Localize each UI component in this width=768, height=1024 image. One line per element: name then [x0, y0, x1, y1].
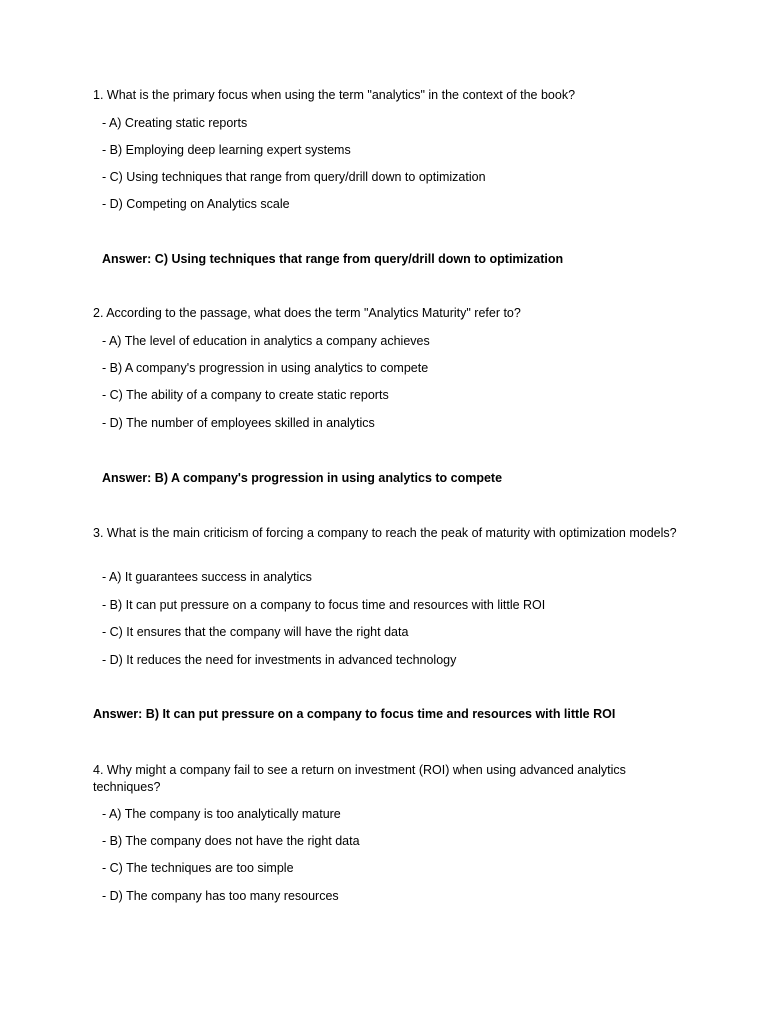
question-2-option-a: - A) The level of education in analytics a company achieves — [102, 334, 430, 348]
question-2-text: 2. According to the passage, what does the term "Analytics Maturity" refer to? — [93, 306, 521, 320]
question-3-option-d: - D) It reduces the need for investments in advanced technology — [102, 653, 457, 667]
question-1-option-d: - D) Competing on Analytics scale — [102, 197, 290, 211]
question-2-answer: Answer: B) A company's progression in using analytics to compete — [102, 471, 503, 485]
question-3-answer: Answer: B) It can put pressure on a company to focus time and resources with little ROI — [93, 707, 616, 721]
question-1-option-c: - C) Using techniques that range from query/drill down to optimization — [102, 170, 486, 184]
question-2-option-b: - B) A company's progression in using analytics to compete — [102, 361, 429, 375]
question-4-option-c: - C) The techniques are too simple — [102, 861, 294, 875]
question-3-option-c: - C) It ensures that the company will have the right data — [102, 625, 409, 639]
question-4-option-d: - D) The company has too many resources — [102, 889, 339, 903]
question-3-text: 3. What is the main criticism of forcing a company to reach the peak of maturity with optimization models? — [93, 526, 677, 540]
question-4-text: 4. Why might a company fail to see a return on investment (ROI) when using advanced analytics techniques? — [93, 763, 626, 794]
question-4-option-a: - A) The company is too analytically mature — [102, 807, 341, 821]
question-1-option-b: - B) Employing deep learning expert systems — [102, 143, 351, 157]
question-4-option-b: - B) The company does not have the right data — [102, 834, 360, 848]
question-2-option-c: - C) The ability of a company to create static reports — [102, 388, 389, 402]
question-3-option-a: - A) It guarantees success in analytics — [102, 570, 312, 584]
question-1-answer: Answer: C) Using techniques that range from query/drill down to optimization — [102, 252, 564, 266]
question-1-option-a: - A) Creating static reports — [102, 116, 248, 130]
question-2-option-d: - D) The number of employees skilled in analytics — [102, 416, 375, 430]
question-1-text: 1. What is the primary focus when using the term "analytics" in the context of the book? — [93, 88, 576, 102]
question-3-option-b: - B) It can put pressure on a company to focus time and resources with little ROI — [102, 598, 546, 612]
